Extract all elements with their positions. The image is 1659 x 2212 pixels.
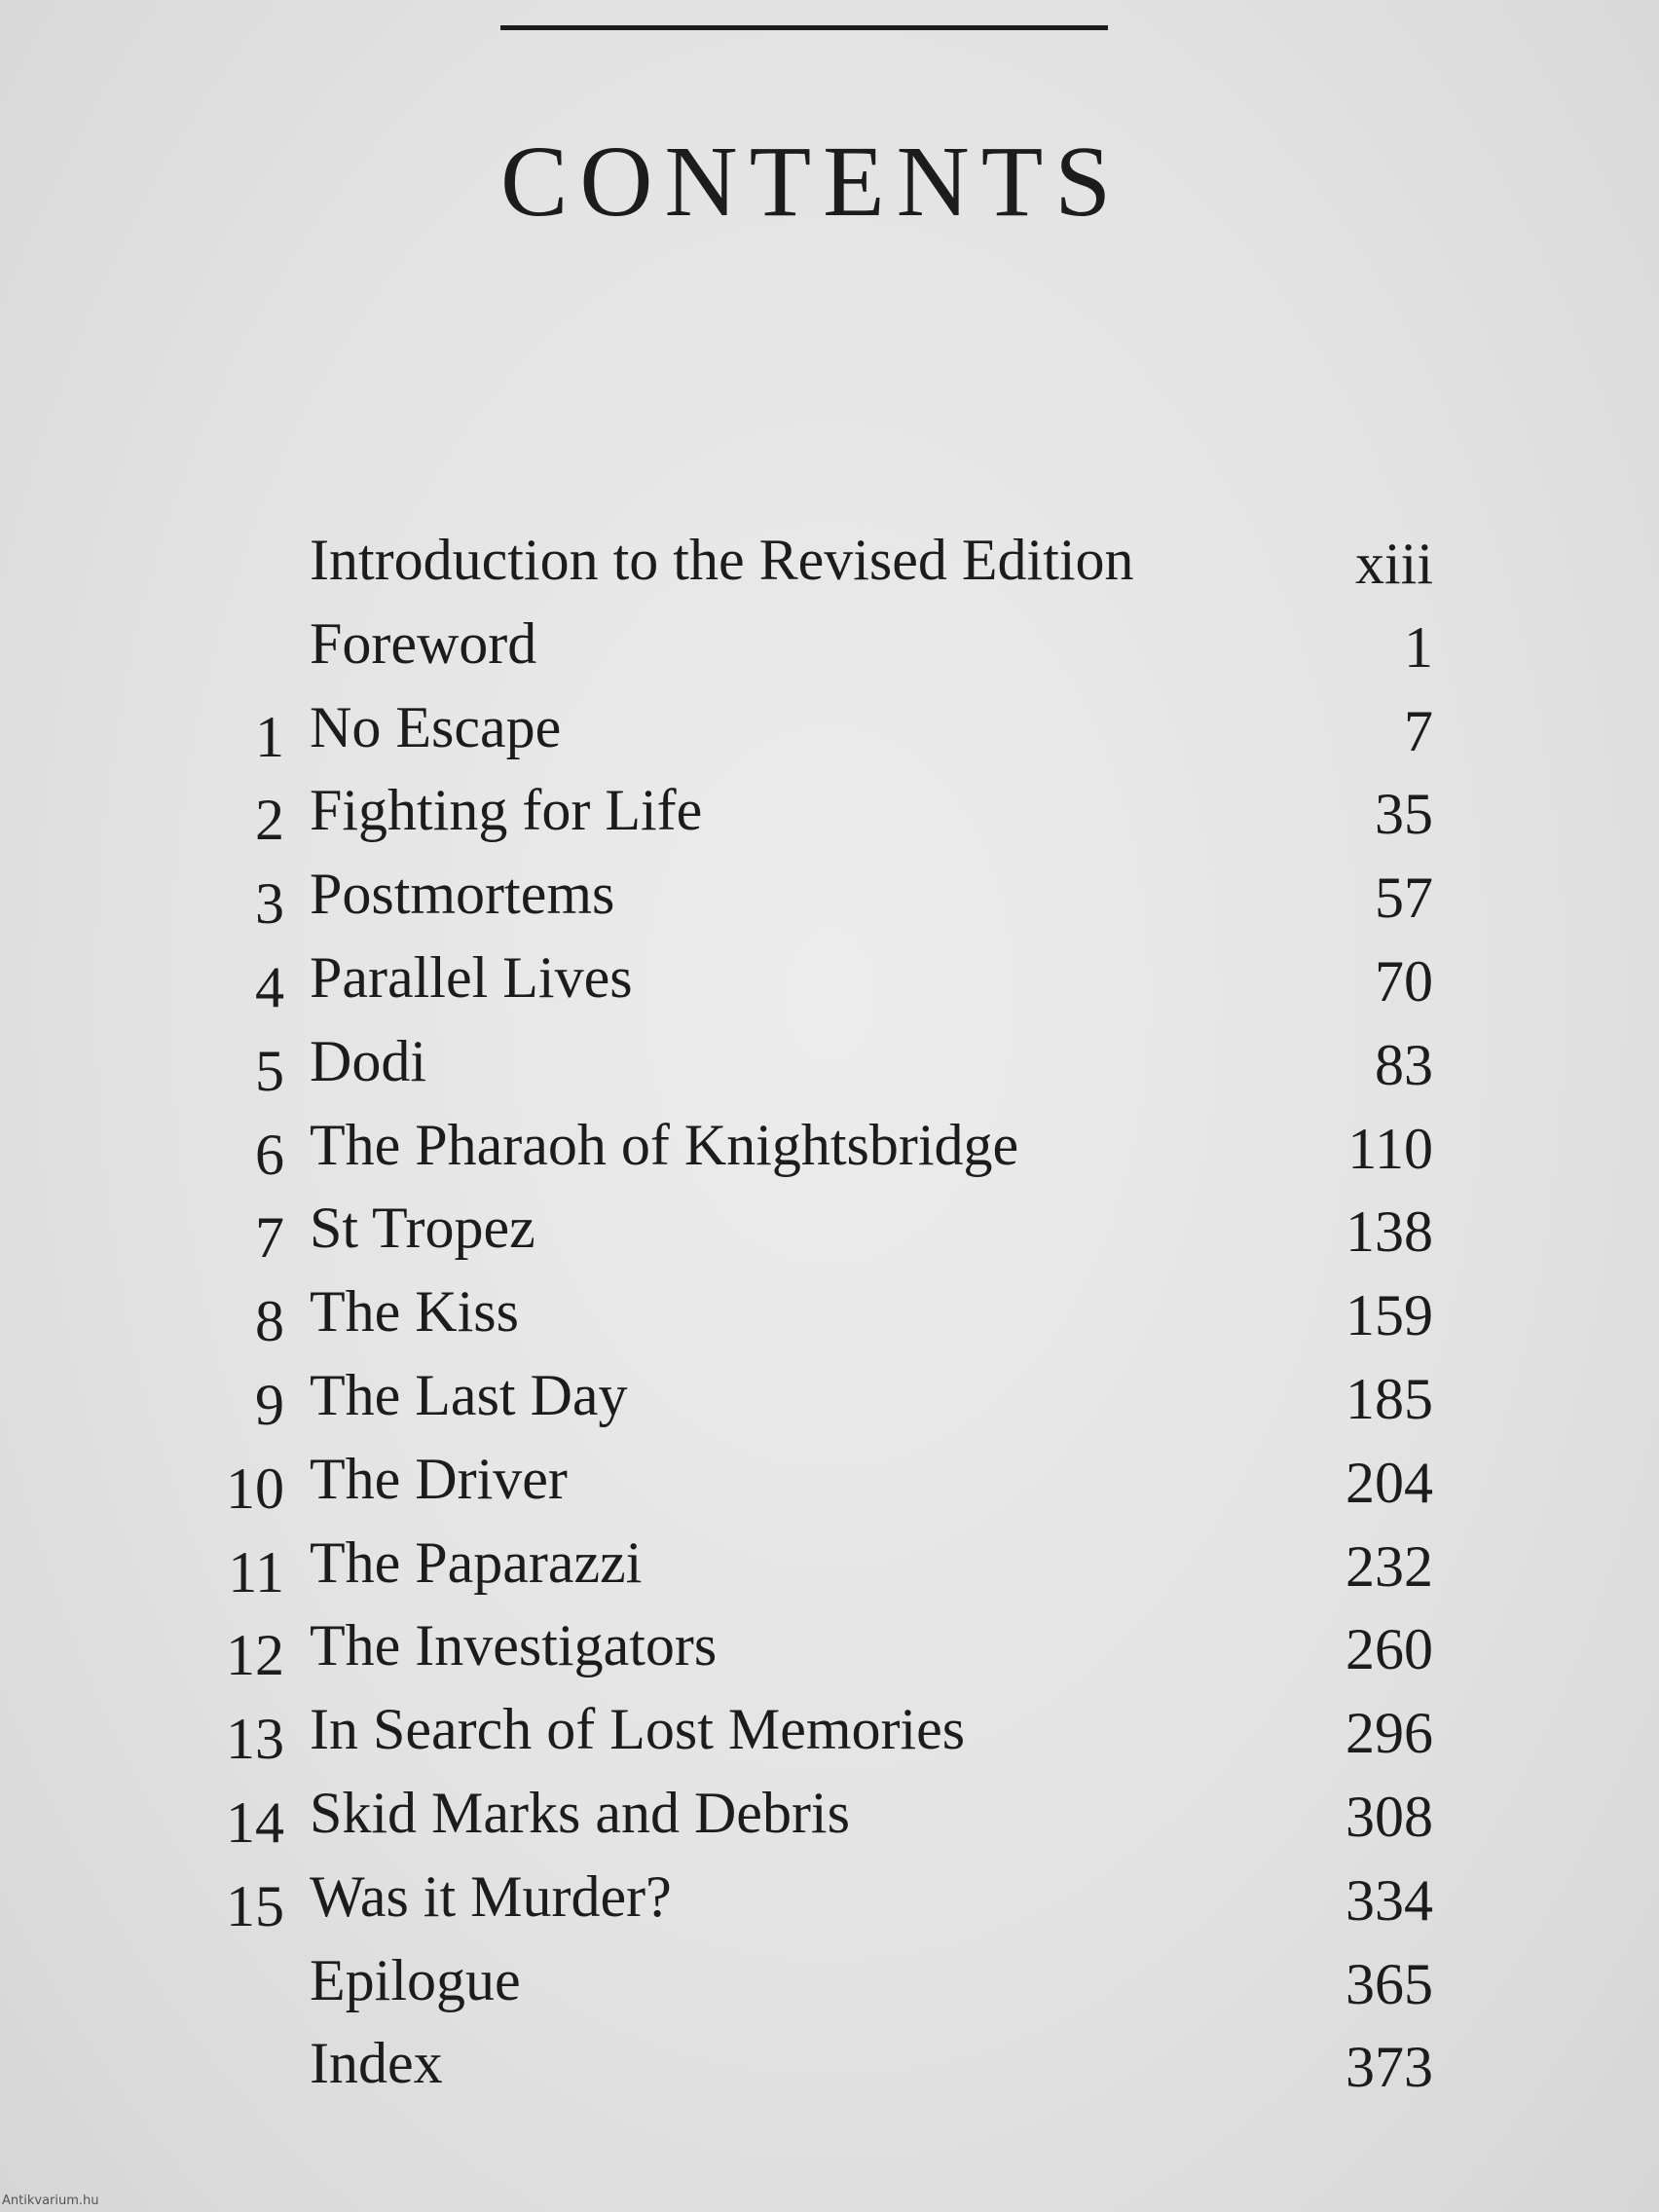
page-number: 232 (1346, 1533, 1433, 1599)
page-number: 110 (1347, 1116, 1433, 1181)
chapter-title: The Pharaoh of Knightsbridge (310, 1112, 1019, 1177)
chapter-number: 15 (226, 1873, 284, 1938)
page-number: 296 (1346, 1701, 1433, 1766)
chapter-title: Dodi (310, 1028, 426, 1093)
page-number: 260 (1346, 1617, 1433, 1682)
page-number: 185 (1346, 1366, 1433, 1431)
toc-entry (0, 1611, 1659, 1695)
toc-entry (0, 1779, 1659, 1862)
page-number: 138 (1346, 1199, 1433, 1265)
chapter-title: The Driver (310, 1446, 568, 1511)
chapter-title: The Paparazzi (310, 1530, 643, 1595)
toc-entry (0, 943, 1659, 1027)
page-number: 204 (1346, 1450, 1433, 1515)
page-number: 308 (1346, 1784, 1433, 1849)
chapter-title: Foreword (310, 610, 537, 676)
toc-entry (0, 1695, 1659, 1779)
page-number: 365 (1346, 1951, 1433, 2016)
toc-entry (0, 1027, 1659, 1111)
chapter-title: Was it Murder? (310, 1863, 672, 1929)
chapter-number: 2 (255, 788, 284, 853)
top-rule (500, 25, 1108, 30)
page-number: 83 (1375, 1032, 1433, 1097)
page-number: 373 (1346, 2035, 1433, 2100)
page-number: xiii (1354, 532, 1433, 596)
watermark: Antikvarium.hu (2, 2194, 99, 2208)
toc-entry (0, 1277, 1659, 1361)
page-number: 7 (1404, 698, 1433, 763)
toc-entry (0, 609, 1659, 693)
chapter-title: The Kiss (310, 1279, 519, 1345)
page-number: 159 (1346, 1283, 1433, 1348)
chapter-number: 9 (255, 1372, 284, 1437)
chapter-title: The Investigators (310, 1613, 718, 1678)
toc-entry (0, 1946, 1659, 2030)
page-number: 57 (1375, 866, 1433, 931)
page-number: 1 (1404, 614, 1433, 680)
chapter-title: Postmortems (310, 862, 615, 927)
chapter-number: 5 (255, 1038, 284, 1103)
chapter-title: Epilogue (310, 1947, 521, 2012)
toc-entry (0, 776, 1659, 860)
page-number: 70 (1375, 948, 1433, 1014)
chapter-number: 4 (255, 954, 284, 1019)
chapter-number: 14 (226, 1789, 284, 1855)
chapter-number: 11 (228, 1539, 284, 1604)
chapter-title: No Escape (310, 694, 562, 759)
chapter-number: 1 (255, 704, 284, 769)
chapter-title: St Tropez (310, 1196, 535, 1261)
toc-entry (0, 1529, 1659, 1612)
chapter-number: 3 (255, 871, 284, 937)
chapter-number: 10 (226, 1456, 284, 1521)
chapter-title: Introduction to the Revised Edition (310, 528, 1134, 592)
chapter-number: 6 (255, 1122, 284, 1187)
page-number: 35 (1375, 782, 1433, 847)
chapter-number: 7 (255, 1205, 284, 1271)
chapter-number: 8 (255, 1289, 284, 1354)
chapter-title: Index (310, 2031, 443, 2096)
toc-entry (0, 2029, 1659, 2113)
toc-entry (0, 860, 1659, 943)
chapter-title: Fighting for Life (310, 778, 703, 843)
toc-entry (0, 1862, 1659, 1946)
chapter-number: 13 (226, 1707, 284, 1772)
chapter-title: In Search of Lost Memories (310, 1697, 966, 1762)
chapter-number: 12 (226, 1623, 284, 1688)
page-title: CONTENTS (500, 125, 1124, 238)
toc-entry (0, 1111, 1659, 1195)
table-of-contents (0, 526, 1659, 2113)
chapter-title: The Last Day (310, 1362, 628, 1427)
chapter-title: Skid Marks and Debris (310, 1780, 850, 1845)
toc-entry (0, 526, 1659, 609)
toc-entry (0, 1445, 1659, 1529)
toc-entry (0, 1361, 1659, 1445)
page-number: 334 (1346, 1867, 1433, 1933)
toc-entry (0, 1194, 1659, 1277)
chapter-title: Parallel Lives (310, 944, 633, 1010)
toc-entry (0, 693, 1659, 777)
